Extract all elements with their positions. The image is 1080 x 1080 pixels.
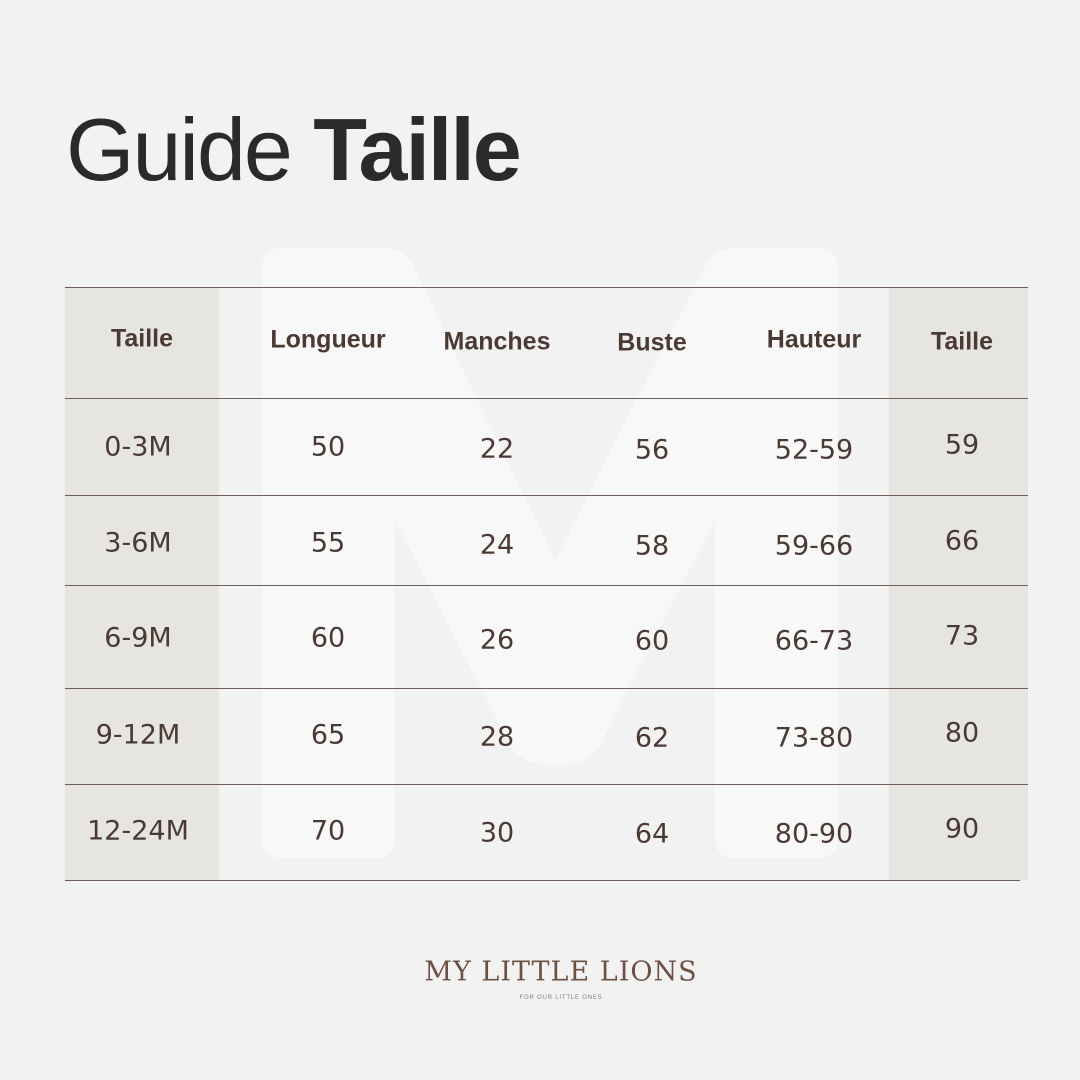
table-divider — [65, 495, 1028, 496]
table-cell: 59-66 — [774, 530, 854, 562]
table-divider — [65, 784, 1028, 785]
table-cell: 73 — [944, 620, 980, 652]
table-cell: 55 — [310, 527, 346, 559]
table-divider — [65, 398, 1028, 399]
table-cell: 56 — [634, 434, 670, 466]
row-size-label: 6-9M — [104, 622, 172, 654]
row-size-label: 12-24M — [87, 815, 189, 847]
table-cell: 52-59 — [774, 434, 854, 466]
table-cell: 66-73 — [774, 625, 854, 657]
column-header: Buste — [617, 328, 687, 357]
brand-tagline: FOR OUR LITTLE ONES — [519, 995, 603, 1001]
last-column-shade — [889, 287, 1028, 880]
table-cell: 22 — [479, 433, 515, 465]
table-divider — [65, 287, 1028, 288]
table-cell: 62 — [634, 722, 670, 754]
table-cell: 64 — [634, 818, 670, 850]
row-size-label: 9-12M — [95, 719, 181, 751]
table-cell: 60 — [634, 625, 670, 657]
table-cell: 73-80 — [774, 722, 854, 754]
table-cell: 70 — [310, 815, 346, 847]
page-title — [66, 100, 520, 199]
table-cell: 30 — [479, 817, 515, 849]
first-column-shade — [65, 287, 219, 880]
table-cell: 59 — [944, 429, 980, 461]
column-header: Manches — [443, 327, 551, 356]
table-cell: 28 — [479, 721, 515, 753]
column-header: Taille — [930, 327, 994, 356]
column-header: Hauteur — [766, 325, 862, 354]
brand-logo: MY LITTLE LIONS — [424, 956, 698, 988]
page-title-bold: Taille — [313, 100, 520, 199]
table-cell: 50 — [310, 431, 346, 463]
table-divider — [65, 880, 1020, 881]
table-cell: 80-90 — [774, 818, 854, 850]
table-cell: 60 — [310, 622, 346, 654]
table-divider — [65, 585, 1028, 586]
page-title-light: Guide — [66, 100, 314, 199]
table-cell: 90 — [944, 813, 980, 845]
table-cell: 80 — [944, 717, 980, 749]
table-cell: 66 — [944, 525, 980, 557]
column-header: Taille — [110, 324, 174, 353]
table-divider — [65, 688, 1028, 689]
row-size-label: 0-3M — [104, 431, 172, 463]
table-cell: 26 — [479, 624, 515, 656]
row-size-label: 3-6M — [104, 527, 172, 559]
column-header: Longueur — [270, 325, 386, 354]
table-cell: 24 — [479, 529, 515, 561]
table-cell: 58 — [634, 530, 670, 562]
table-cell: 65 — [310, 719, 346, 751]
